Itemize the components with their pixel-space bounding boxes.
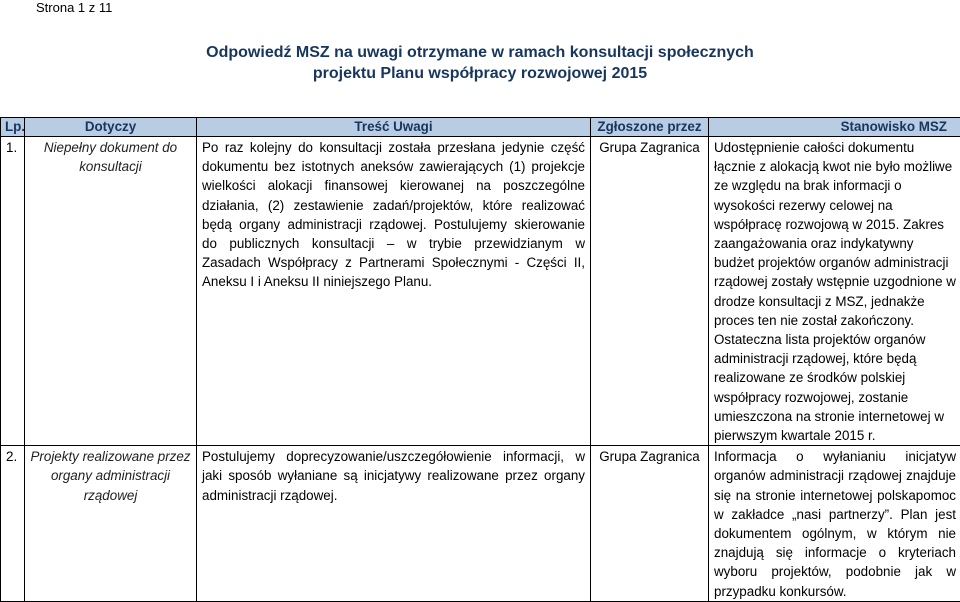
header-lp: Lp. bbox=[1, 118, 25, 137]
row-submitted-by: Grupa Zagranica bbox=[591, 446, 709, 602]
row-comment: Postulujemy doprecyzowanie/uszczegółowienie informacji, w jaki sposób wyłaniane są inicjatywy realizowane przez organy administracji rządowej. bbox=[197, 446, 591, 602]
document-title-line-2: projektu Planu współpracy rozwojowej 2015 bbox=[0, 63, 960, 84]
row-subject: Niepełny dokument do konsultacji bbox=[25, 137, 197, 446]
comments-table bbox=[0, 117, 960, 602]
row-msz-position: Informacja o wyłanianiu inicjatyw organów administracji rządowej znajduje się na stronie internetowej polskapomoc w zakładce „nasi partnerzy”. Plan jest dokumentem ogólnym, w którym nie znajdują się informacje o kryteriach wyboru projektów, podobnie jak w przypadku konkursów. bbox=[709, 446, 960, 602]
page-number: Strona 1 z 11 bbox=[36, 0, 112, 16]
header-tresc: Treść Uwagi bbox=[197, 118, 591, 137]
table-header-row bbox=[1, 118, 960, 137]
document-title-line-1: Odpowiedź MSZ na uwagi otrzymane w ramach konsultacji społecznych bbox=[0, 42, 960, 63]
row-subject: Projekty realizowane przez organy administracji rządowej bbox=[25, 446, 197, 602]
row-msz-position: Udostępnienie całości dokumentu łącznie z alokacją kwot nie było możliwe ze względu na brak informacji o wysokości rezerwy celowej na współpracę rozwojową w 2015. Zakres zaangażowania oraz indykatywny budżet projektów organów administracji rządowej zostały wstępnie uzgodnione w drodze konsultacji z MSZ, jednakże proces ten nie został zakończony. Ostateczna lista projektów organów administracji rządowej, które będą realizowane ze środków polskiej współpracy rozwojowej, zostanie umieszczona na stronie internetowej w pierwszym kwartale 2015 r. bbox=[709, 137, 960, 446]
table-row bbox=[1, 137, 960, 446]
header-dotyczy: Dotyczy bbox=[25, 118, 197, 137]
row-number: 1. bbox=[1, 137, 25, 446]
document-title bbox=[0, 42, 960, 84]
header-stanowisko: Stanowisko MSZ bbox=[709, 118, 960, 137]
table-row bbox=[1, 446, 960, 602]
row-number: 2. bbox=[1, 446, 25, 602]
header-zgloszone: Zgłoszone przez bbox=[591, 118, 709, 137]
row-submitted-by: Grupa Zagranica bbox=[591, 137, 709, 446]
row-comment: Po raz kolejny do konsultacji została przesłana jedynie część dokumentu bez istotnych aneksów zawierających (1) projekcje wielkości alokacji finansowej kierowanej na poszczególne działania, (2) zestawienie zadań/projektów, które realizować będą organy administracji rządowej. Postulujemy skierowanie do publicznych konsultacji – w trybie przewidzianym w Zasadach Współpracy z Partnerami Społecznymi - Części II, Aneksu I i Aneksu II niniejszego Planu. bbox=[197, 137, 591, 446]
